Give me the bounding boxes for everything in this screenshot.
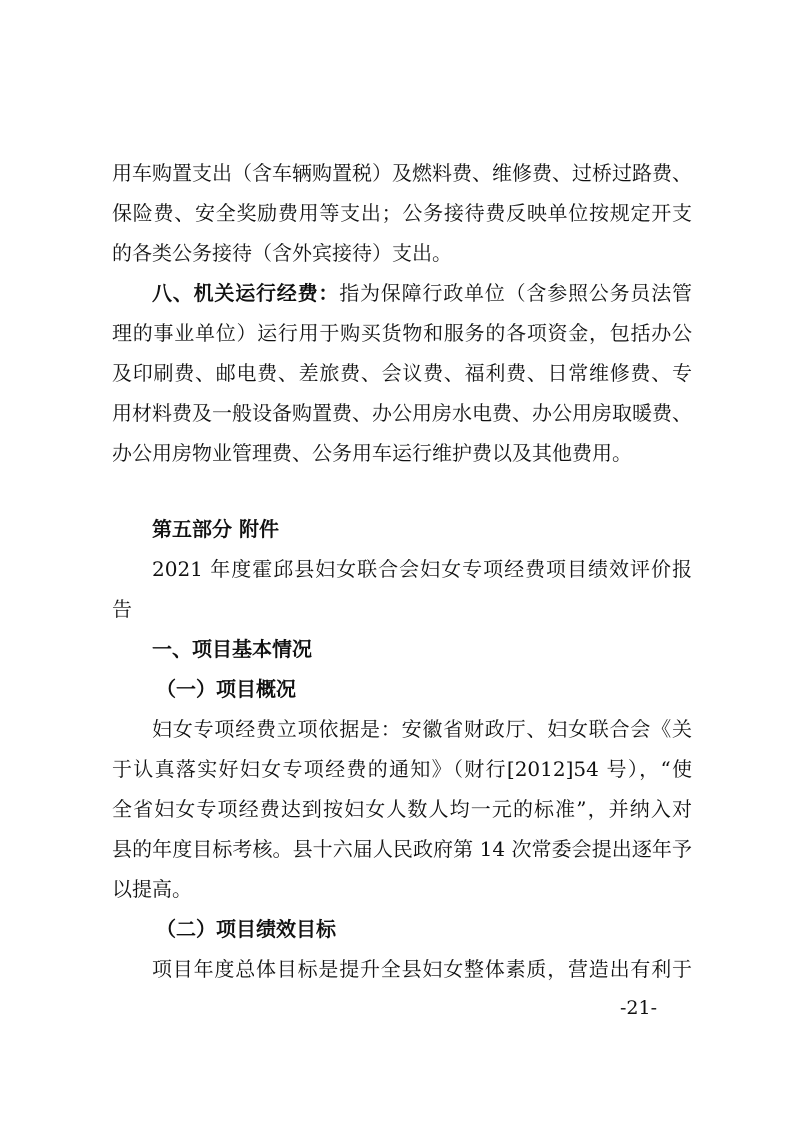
- body-line-5: 及印刷费、邮电费、差旅费、会议费、福利费、日常维修费、专: [112, 361, 692, 385]
- body-line-3: 的各类公务接待（含外宾接待）支出。: [112, 241, 452, 265]
- body-line-13: 项目年度总体目标是提升全县妇女整体素质，营造出有利于: [152, 957, 692, 981]
- body-line-9: 于认真落实好妇女专项经费的通知》（财行[2012]54 号），“使: [112, 757, 692, 781]
- body-line-8: 妇女专项经费立项依据是：安徽省财政厅、妇女联合会《关: [152, 717, 692, 741]
- body-line-1: 用车购置支出（含车辆购置税）及燃料费、维修费、过桥过路费、: [112, 161, 692, 185]
- body-line-7: 办公用房物业管理费、公务用车运行维护费以及其他费用。: [112, 441, 632, 465]
- report-title-line-1: 2021 年度霍邱县妇女联合会妇女专项经费项目绩效评价报: [152, 557, 692, 581]
- body-line-2: 保险费、安全奖励费用等支出；公务接待费反映单位按规定开支: [112, 201, 692, 225]
- section-8-label: 八、机关运行经费：: [152, 281, 340, 305]
- heading-basic-info: 一、项目基本情况: [152, 637, 312, 661]
- section-8-text: 指为保障行政单位（含参照公务员法管: [339, 281, 693, 305]
- part5-heading: 第五部分 附件: [152, 517, 279, 541]
- section-8-line: [152, 280, 692, 306]
- body-line-10: 全省妇女专项经费达到按妇女人数人均一元的标准”，并纳入对: [112, 797, 692, 821]
- body-line-4: 理的事业单位）运行用于购买货物和服务的各项资金，包括办公: [112, 321, 692, 345]
- body-line-6: 用材料费及一般设备购置费、办公用房水电费、办公用房取暖费、: [112, 401, 692, 425]
- heading-performance-goals: （二）项目绩效目标: [156, 917, 336, 941]
- page-number: -21-: [620, 997, 658, 1019]
- heading-overview: （一）项目概况: [156, 677, 296, 701]
- report-title-line-2: 告: [112, 597, 132, 621]
- body-line-11: 县的年度目标考核。县十六届人民政府第 14 次常委会提出逐年予: [112, 837, 692, 861]
- body-line-12: 以提高。: [112, 877, 192, 901]
